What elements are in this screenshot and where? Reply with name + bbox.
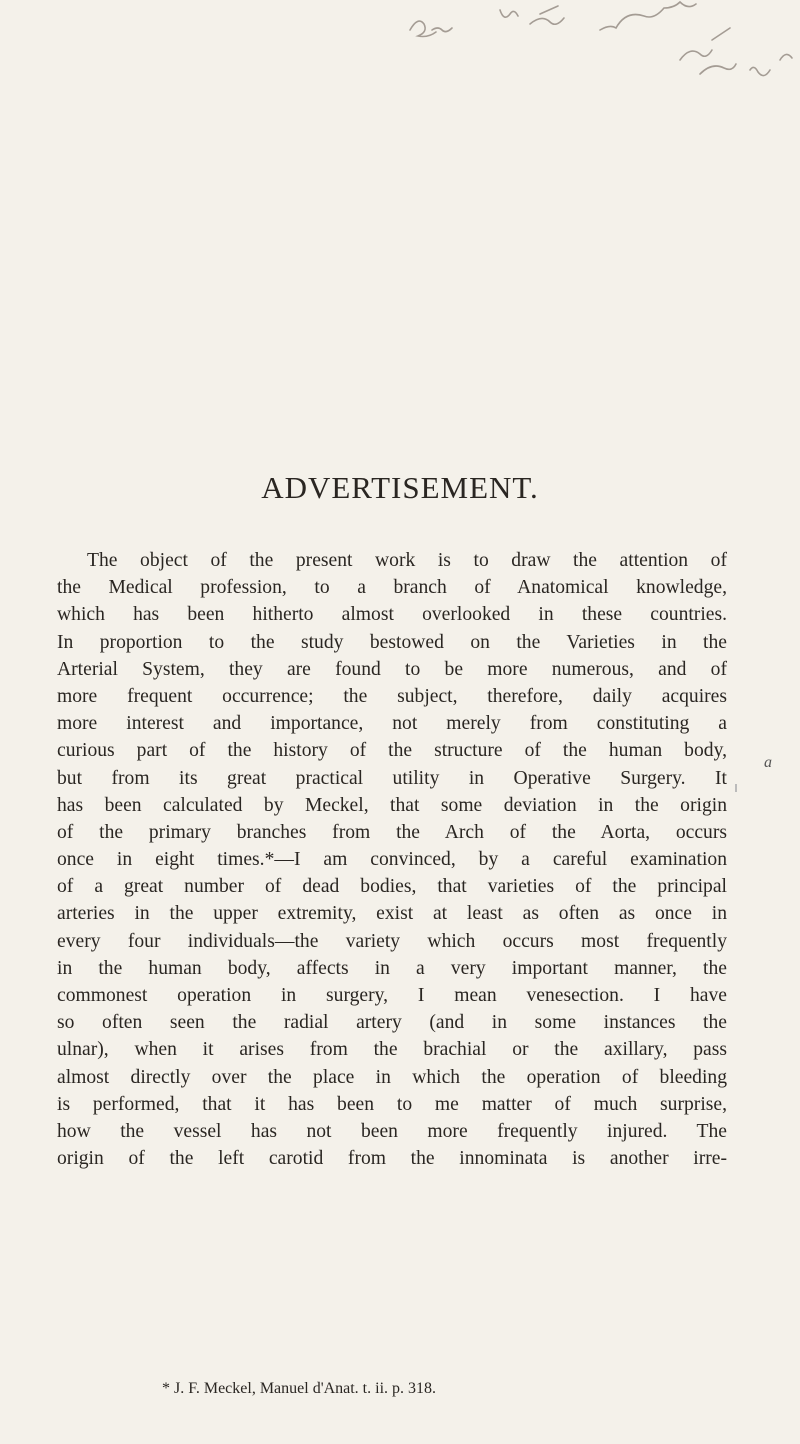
text-line: arteries in the upper extremity, exist at least as often as once in: [57, 903, 727, 925]
text-line: almost directly over the place in which the operation of bleeding: [57, 1066, 727, 1088]
text-line: has been calculated by Meckel, that some deviation in the origin: [57, 794, 727, 816]
text-line: which has been hitherto almost overlooked in these countries.: [57, 604, 727, 626]
text-line: so often seen the radial artery (and in some instances the: [57, 1012, 727, 1034]
text-line: The object of the present work is to draw the attention of: [87, 550, 727, 571]
body-paragraph: [57, 547, 727, 1172]
text-line: more frequent occurrence; the subject, therefore, daily acquires: [57, 685, 727, 707]
text-line: in the human body, affects in a very important manner, the: [57, 957, 727, 979]
text-line: once in eight times.*—I am convinced, by a careful examination: [57, 849, 727, 871]
text-line: curious part of the history of the structure of the human body,: [57, 740, 727, 762]
page-title: ADVERTISEMENT.: [261, 470, 539, 505]
text-line: how the vessel has not been more frequently injured. The: [57, 1120, 727, 1142]
handwritten-scribble: [0, 0, 800, 100]
text-line: Arterial System, they are found to be more numerous, and of: [57, 658, 727, 680]
text-line: every four individuals—the variety which occurs most frequently: [57, 930, 727, 952]
text-line: more interest and importance, not merely from constituting a: [57, 713, 727, 735]
text-line: is performed, that it has been to me matter of much surprise,: [57, 1093, 727, 1115]
text-line: origin of the left carotid from the innominata is another irre-: [57, 1148, 727, 1170]
footnote: * J. F. Meckel, Manuel d'Anat. t. ii. p. 318.: [162, 1380, 437, 1397]
text-line: commonest operation in surgery, I mean venesection. I have: [57, 985, 727, 1006]
text-line: but from its great practical utility in Operative Surgery. It: [57, 767, 727, 789]
text-line: of the primary branches from the Arch of the Aorta, occurs: [57, 821, 727, 843]
margin-tick: [735, 784, 737, 792]
text-line: In proportion to the study bestowed on the Varieties in the: [57, 631, 727, 653]
margin-annotation: a: [764, 754, 772, 771]
text-line: of a great number of dead bodies, that varieties of the principal: [57, 876, 727, 898]
text-line: ulnar), when it arises from the brachial or the axillary, pass: [57, 1039, 727, 1061]
text-line: the Medical profession, to a branch of Anatomical knowledge,: [57, 577, 727, 599]
